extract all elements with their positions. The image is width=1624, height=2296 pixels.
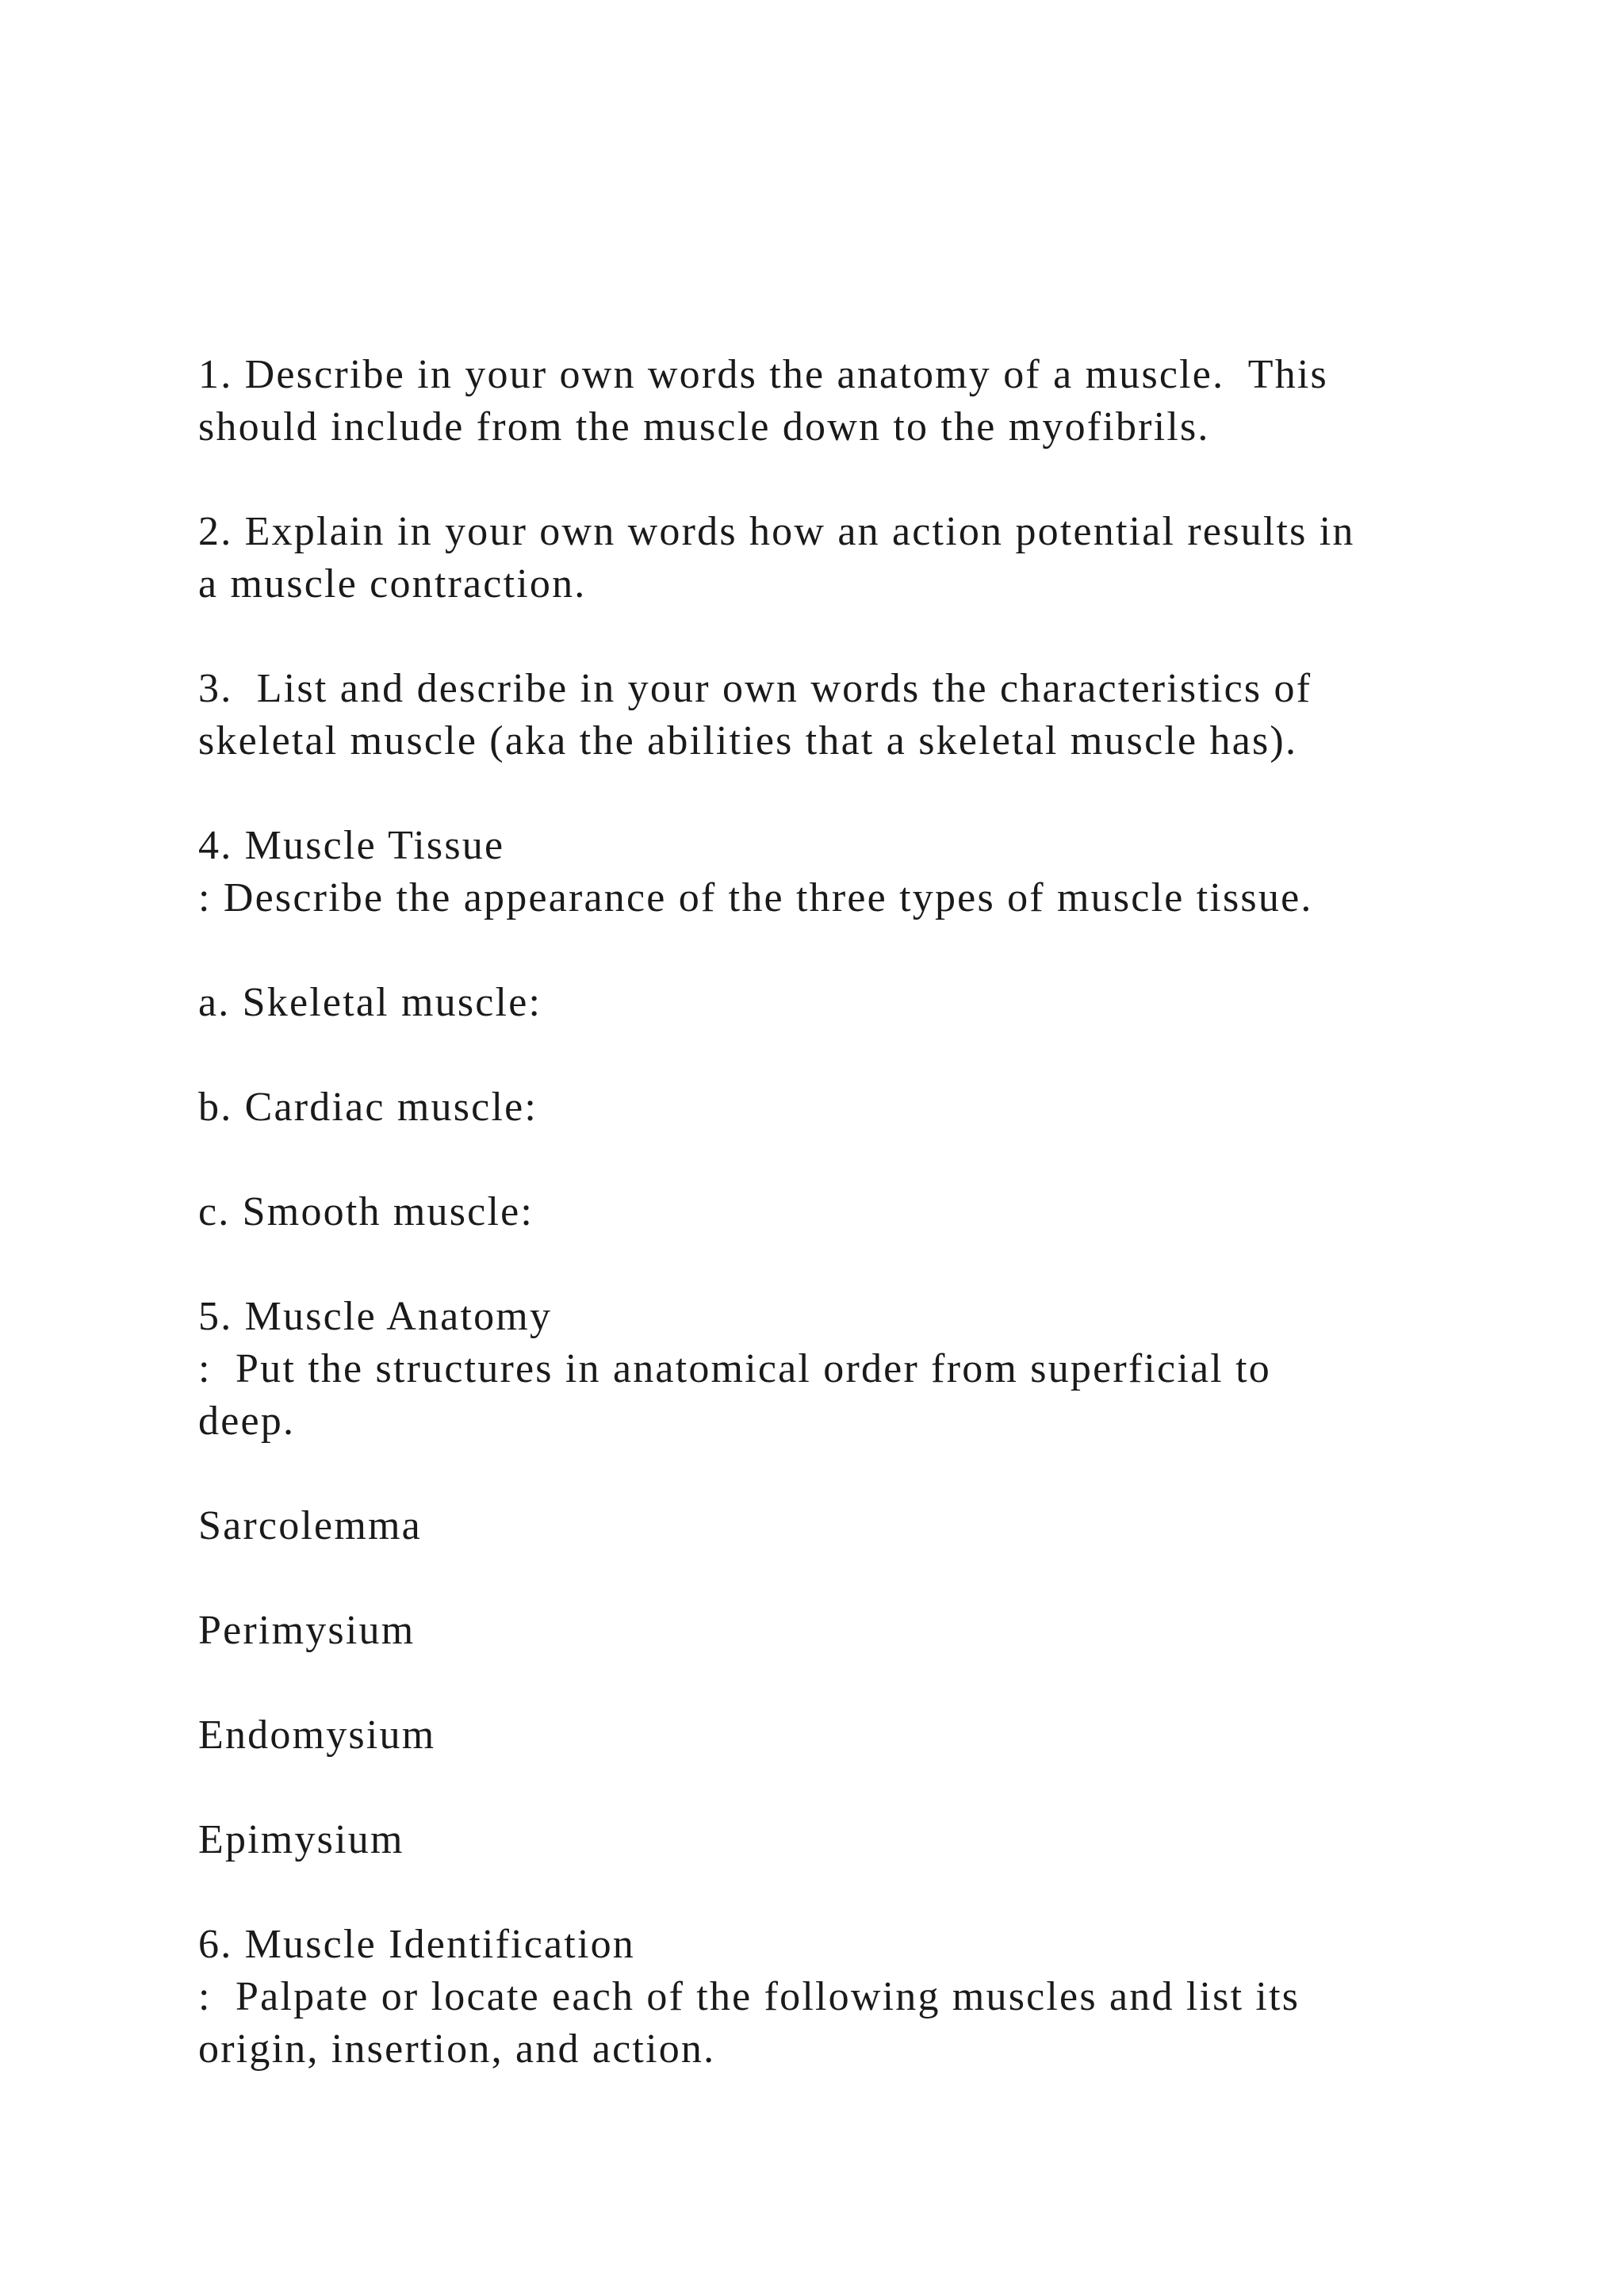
spacer [198, 453, 1499, 506]
q3-line-1: 3. List and describe in your own words the characteristics of [198, 666, 1312, 711]
q4-heading: 4. Muscle Tissue [198, 823, 505, 868]
q4-item-a: a. Skeletal muscle: [198, 980, 542, 1025]
q5-structure-endomysium: Endomysium [198, 1712, 436, 1758]
spacer [198, 1238, 1499, 1291]
spacer [198, 1866, 1499, 1919]
q6-instruction-line-1: : Palpate or locate each of the following muscles and list its [198, 1974, 1300, 2019]
document-body [198, 349, 1499, 2076]
spacer [198, 1448, 1499, 1500]
q1-line-1: 1. Describe in your own words the anatomy of a muscle. This [198, 352, 1328, 397]
q5-structure-epimysium: Epimysium [198, 1817, 404, 1862]
q6-heading: 6. Muscle Identification [198, 1922, 635, 1967]
q5-structure-perimysium: Perimysium [198, 1608, 416, 1653]
q2-line-1: 2. Explain in your own words how an action potential results in [198, 509, 1355, 554]
q5-instruction-line-2: deep. [198, 1399, 296, 1444]
q6-instruction-line-2: origin, insertion, and action. [198, 2026, 716, 2072]
q4-item-b: b. Cardiac muscle: [198, 1085, 538, 1130]
q4-item-c: c. Smooth muscle: [198, 1189, 534, 1234]
q5-heading: 5. Muscle Anatomy [198, 1294, 553, 1339]
q5-instruction-line-1: : Put the structures in anatomical order from superficial to [198, 1346, 1271, 1391]
spacer [198, 1762, 1499, 1814]
spacer [198, 1657, 1499, 1709]
q4-instruction: : Describe the appearance of the three types of muscle tissue. [198, 875, 1313, 920]
spacer [198, 1029, 1499, 1081]
q3-line-2: skeletal muscle (aka the abilities that a skeletal muscle has). [198, 718, 1298, 763]
spacer [198, 610, 1499, 663]
q2-line-2: a muscle contraction. [198, 561, 587, 607]
spacer [198, 767, 1499, 820]
spacer [198, 1552, 1499, 1605]
q5-structure-sarcolemma: Sarcolemma [198, 1503, 422, 1548]
q1-line-2: should include from the muscle down to the myofibrils. [198, 404, 1210, 450]
spacer [198, 1134, 1499, 1186]
spacer [198, 924, 1499, 977]
